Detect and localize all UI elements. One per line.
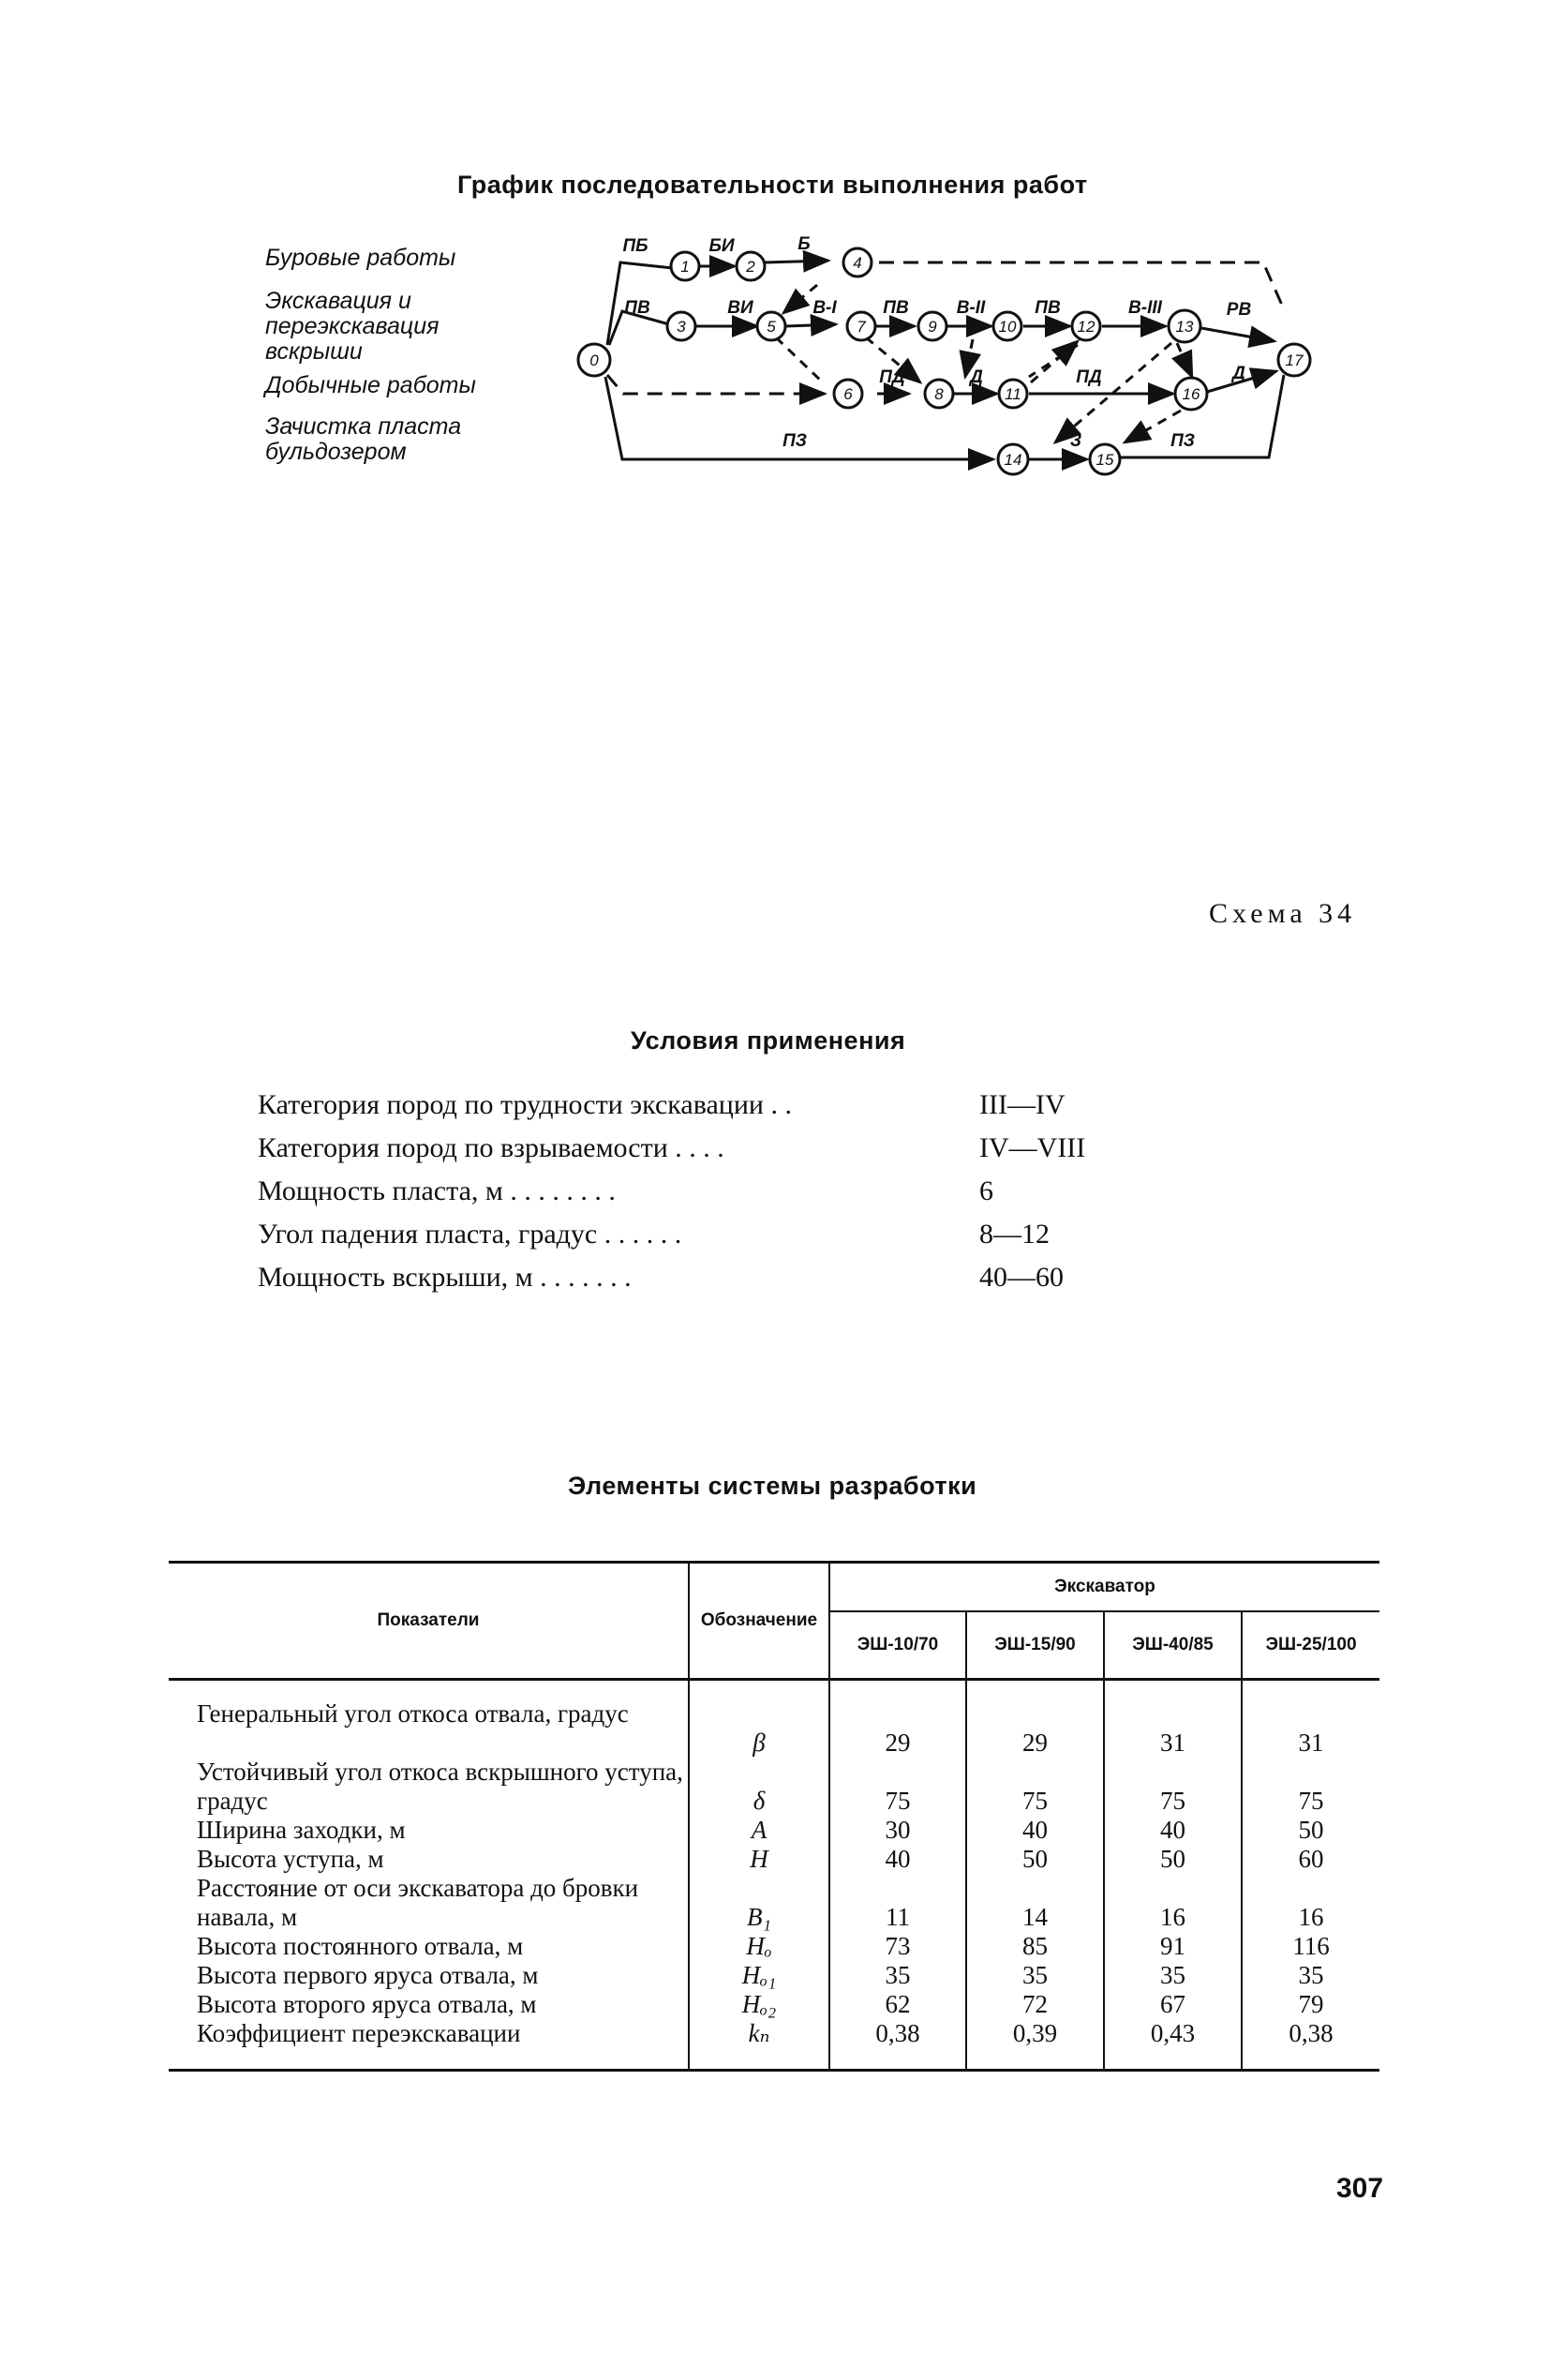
cell-value: 0,39 (1012, 2019, 1058, 2047)
symbols-column (689, 1680, 829, 2071)
edge-label-pz1: ПЗ (782, 431, 807, 451)
edge-label-pz2: ПЗ (1170, 431, 1195, 451)
cell-value: 67 (1160, 1990, 1185, 2018)
values-column-3 (1104, 1680, 1242, 2071)
node-6-label: 6 (843, 385, 853, 403)
row-symbol: B₁ (747, 1903, 771, 1931)
edge-11-12 (1031, 341, 1078, 382)
network-diagram (0, 0, 1550, 525)
cell-value: 85 (1022, 1932, 1048, 1960)
cell-value: 0,43 (1150, 2019, 1196, 2047)
node-9-label: 9 (928, 318, 937, 336)
row-name: Высота постоянного отвала, м (197, 1932, 524, 1960)
cell-value: 50 (1298, 1816, 1324, 1844)
condition-row (258, 1132, 1195, 1174)
header-indicator: Показатели (377, 1610, 480, 1630)
node-11-label: 11 (1005, 385, 1021, 403)
edge-13-16 (1177, 343, 1192, 377)
elements-title: Элементы системы разработки (568, 1472, 977, 1500)
cell-value: 0,38 (1289, 2019, 1334, 2047)
conditions-title: Условия применения (631, 1026, 906, 1055)
indicator-names (169, 1680, 689, 2071)
condition-value: 6 (979, 1175, 993, 1206)
cell-value: 14 (1022, 1903, 1048, 1931)
node-15-label: 15 (1095, 451, 1114, 469)
scheme-label: Схема 34 (1209, 898, 1357, 929)
edge-label-pd2: ПД (1076, 367, 1102, 387)
row-name: Генеральный угол откоса отвала, градус (197, 1699, 629, 1728)
node-1-label: 1 (680, 258, 690, 276)
edge-label-pv2: ПВ (883, 298, 909, 318)
row-label-drilling: Буровые работы (265, 245, 456, 271)
page-number: 307 (1336, 2173, 1384, 2204)
condition-value: 40—60 (979, 1262, 1064, 1293)
edge-label-d1: Д (970, 367, 983, 387)
header-symbol: Обозначение (689, 1563, 829, 1680)
cell-value: 35 (885, 1961, 911, 1989)
values-column-2 (966, 1680, 1104, 2071)
condition-label: Мощность вскрыши, м . . . . . . . (258, 1262, 632, 1293)
node-7-label: 7 (857, 318, 866, 336)
edge-label-pb: ПБ (622, 236, 648, 256)
cell-value: 29 (1022, 1729, 1048, 1757)
row-name: Высота второго яруса отвала, м (197, 1990, 537, 2018)
network-title: График последовательности выполнения работ (457, 171, 1088, 199)
condition-value: IV—VIII (979, 1132, 1086, 1163)
cell-value: 79 (1298, 1990, 1324, 2018)
row-name: Высота уступа, м (197, 1845, 384, 1873)
values-column-4 (1242, 1680, 1379, 2071)
header-excavator-model: ЭШ-10/70 (829, 1611, 966, 1680)
row-symbol: kₙ (748, 2019, 770, 2047)
cell-value: 16 (1160, 1903, 1185, 1931)
node-3-label: 3 (677, 318, 686, 336)
node-5-label: 5 (767, 318, 776, 336)
condition-label: Мощность пласта, м . . . . . . . . (258, 1175, 616, 1206)
node-8-label: 8 (934, 385, 944, 403)
node-14-label: 14 (1004, 451, 1022, 469)
row-symbol: A (751, 1816, 768, 1844)
edge-12-11 (1029, 345, 1078, 377)
cell-value: 60 (1298, 1845, 1324, 1873)
node-2-label: 2 (746, 258, 755, 276)
node-10-label: 10 (998, 318, 1017, 336)
cell-value: 35 (1022, 1961, 1048, 1989)
node-13-label: 13 (1175, 318, 1194, 336)
cell-value: 75 (1022, 1787, 1048, 1815)
node-12-label: 12 (1077, 318, 1095, 336)
node-0-label: 0 (589, 352, 599, 369)
edge-label-rv: РВ (1226, 300, 1252, 320)
cell-value: 29 (885, 1729, 911, 1757)
condition-row (258, 1089, 1195, 1130)
edge-label-pv3: ПВ (1035, 298, 1061, 318)
row-name: Высота первого яруса отвала, м (197, 1961, 539, 1989)
row-label-mining: Добычные работы (265, 372, 476, 398)
cell-value: 116 (1292, 1932, 1330, 1960)
edge-label-z: З (1069, 431, 1082, 451)
cell-value: 50 (1022, 1845, 1048, 1873)
row-name: Устойчивый угол откоса вскрышного уступа, градус (197, 1758, 683, 1815)
row-symbol: δ (753, 1787, 766, 1815)
header-excavator-model: ЭШ-15/90 (966, 1611, 1104, 1680)
row-name: Ширина заходки, м (197, 1816, 406, 1844)
condition-label: Категория пород по трудности экскавации . . (258, 1089, 792, 1120)
edge-label-d2: Д (1232, 364, 1245, 383)
row-symbol: β (753, 1729, 766, 1757)
table-row (169, 1680, 1379, 2071)
edge-0-6 (607, 375, 825, 394)
elements-table (169, 1561, 1379, 2072)
edge-label-pd1: ПД (879, 367, 905, 387)
header-excavator-model: ЭШ-25/100 (1242, 1611, 1379, 1680)
row-symbol: Hₒ₂ (741, 1990, 777, 2018)
cell-value: 91 (1160, 1932, 1185, 1960)
cell-value: 73 (885, 1932, 911, 1960)
cell-value: 72 (1022, 1990, 1048, 2018)
row-symbol: Hₒ (746, 1932, 772, 1960)
edge-label-b: Б (797, 234, 811, 254)
edge-13-17 (1201, 328, 1274, 341)
values-column-1 (829, 1680, 966, 2071)
cell-value: 75 (885, 1787, 911, 1815)
cell-value: 50 (1160, 1845, 1185, 1873)
row-name: Расстояние от оси экскаватора до бровки навала, м (197, 1874, 639, 1931)
node-16-label: 16 (1182, 385, 1200, 403)
edge-5-6 (776, 337, 823, 382)
condition-row (258, 1262, 1195, 1303)
edge-label-bi: БИ (708, 236, 735, 256)
cell-value: 35 (1160, 1961, 1185, 1989)
condition-value: III—IV (979, 1089, 1066, 1120)
edge-label-pv1: ПВ (624, 298, 650, 318)
condition-label: Категория пород по взрываемости . . . . (258, 1132, 724, 1163)
node-4-label: 4 (853, 254, 862, 272)
edge-label-v2: В-II (956, 298, 986, 318)
edge-label-vi: ВИ (727, 298, 753, 318)
cell-value: 0,38 (875, 2019, 920, 2047)
cell-value: 11 (886, 1903, 910, 1931)
cell-value: 75 (1298, 1787, 1324, 1815)
edge-label-v1: В-I (812, 298, 837, 318)
cell-value: 16 (1298, 1903, 1324, 1931)
row-symbol: H (750, 1845, 768, 1873)
edge-4-17 (879, 262, 1284, 309)
cell-value: 40 (1160, 1816, 1185, 1844)
edge-label-v3: В-III (1128, 298, 1162, 318)
cell-value: 31 (1298, 1729, 1324, 1757)
cell-value: 30 (885, 1816, 911, 1844)
condition-value: 8—12 (979, 1219, 1050, 1250)
edge-2-4 (765, 261, 828, 262)
header-excavator: Экскаватор (829, 1563, 1379, 1612)
cell-value: 40 (885, 1845, 911, 1873)
edge-5-7 (785, 324, 836, 326)
cell-value: 62 (885, 1990, 911, 2018)
condition-label: Угол падения пласта, градус . . . . . . (258, 1219, 682, 1250)
row-name: Коэффициент переэкскавации (197, 2019, 521, 2047)
header-excavator-model: ЭШ-40/85 (1104, 1611, 1242, 1680)
cell-value: 40 (1022, 1816, 1048, 1844)
row-label-excavation: Экскавация и переэкскавация вскрыши (265, 288, 440, 365)
node-17-label: 17 (1285, 352, 1304, 369)
row-symbol: Hₒ₁ (741, 1961, 777, 1989)
row-label-cleanup: Зачистка пласта бульдозером (265, 413, 462, 465)
condition-row (258, 1175, 1195, 1217)
cell-value: 35 (1298, 1961, 1324, 1989)
condition-row (258, 1219, 1195, 1260)
cell-value: 31 (1160, 1729, 1185, 1757)
cell-value: 75 (1160, 1787, 1185, 1815)
